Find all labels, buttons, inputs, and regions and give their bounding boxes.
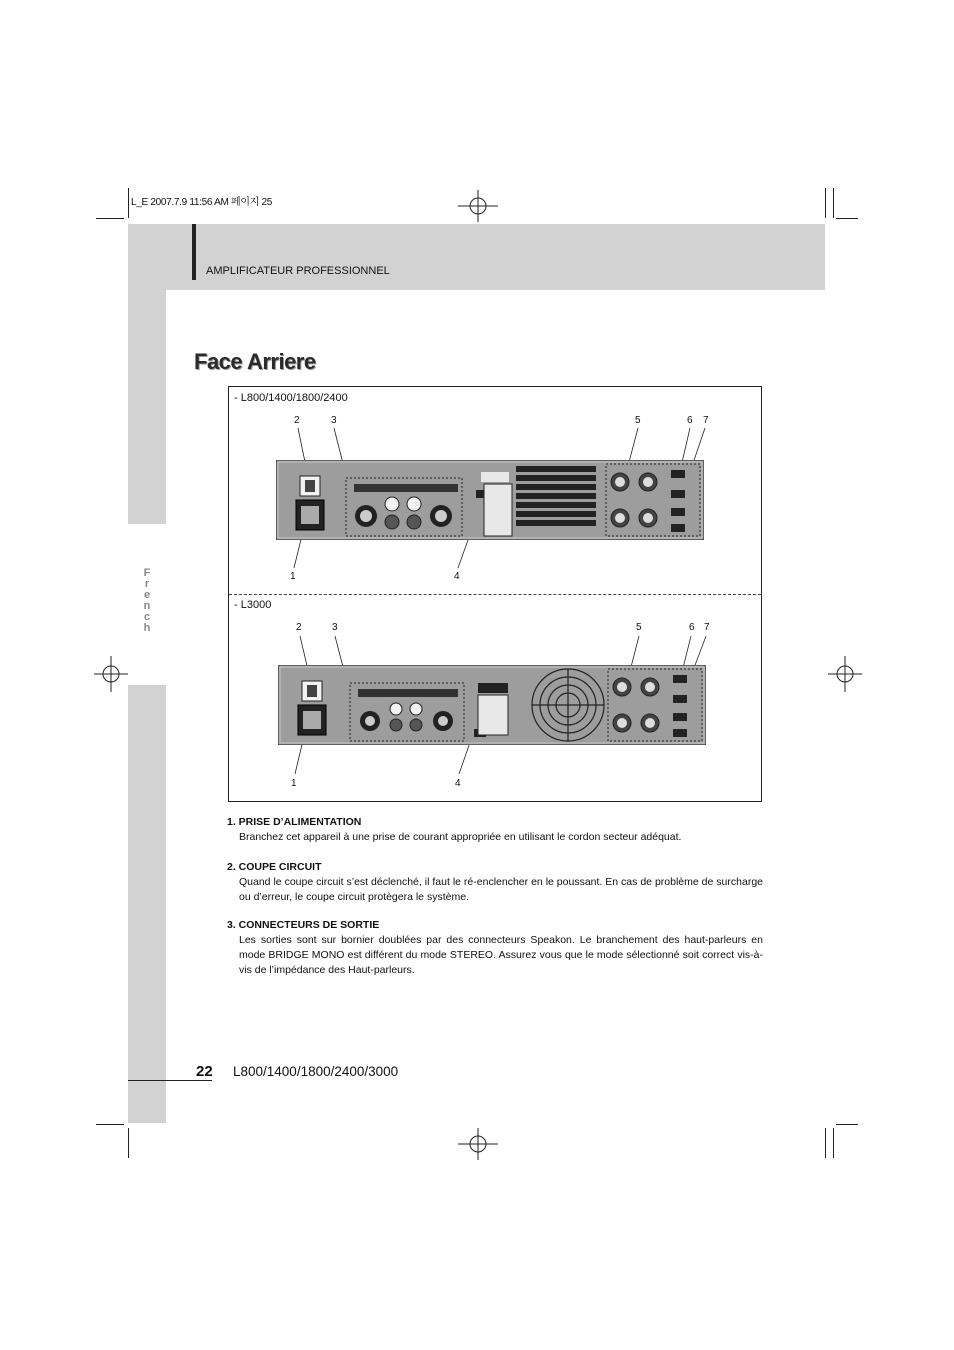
side-language-letter: n — [143, 600, 153, 612]
side-band — [128, 685, 166, 1123]
side-language-letter: h — [143, 622, 153, 634]
page-number: 22 — [196, 1063, 213, 1080]
section-heading: 2. COUPE CIRCUIT — [227, 861, 322, 873]
callout-number: 1 — [290, 571, 296, 582]
side-language-letter: c — [143, 611, 153, 623]
page-title: Face Arriere — [194, 349, 316, 374]
callout-number: 5 — [636, 622, 642, 633]
callout-number: 5 — [635, 415, 641, 426]
callout-number: 7 — [703, 415, 709, 426]
footer-models: L800/1400/1800/2400/3000 — [233, 1064, 399, 1079]
side-language-label — [138, 568, 158, 634]
registration-mark-icon — [458, 190, 498, 222]
callout-number: 7 — [704, 622, 710, 633]
section-heading: 3. CONNECTEURS DE SORTIE — [227, 919, 380, 931]
header-accent-bar — [192, 224, 196, 280]
footer-rule — [128, 1080, 212, 1081]
section-heading: 1. PRISE D’ALIMENTATION — [227, 816, 362, 828]
callout-number: 2 — [296, 622, 302, 633]
callout-number: 3 — [331, 415, 337, 426]
section-body: Les sorties sont sur bornier doublées par des connecteurs Speakon. Le branchement des haut-parleurs en mode BRIDGE MONO est différent du mode STEREO. Assurez vous que le mode sélectionné soit correct vis-à-vis de l’impédance des Haut-parleurs. — [239, 934, 763, 976]
section-body: Branchez cet appareil à une prise de courant appropriée en utilisant le cordon secteur adéquat. — [239, 831, 682, 843]
registration-mark-icon — [828, 656, 862, 692]
side-language-letter: F — [143, 567, 153, 579]
registration-mark-icon — [94, 656, 128, 692]
figure-caption-top: - L800/1400/1800/2400 — [234, 392, 348, 404]
side-band — [128, 224, 166, 524]
header-band — [128, 224, 825, 290]
print-slug: L_E 2007.7.9 11:56 AM 페이지 25 — [131, 197, 273, 208]
running-head: AMPLIFICATEUR PROFESSIONNEL — [206, 265, 390, 277]
callout-number: 1 — [291, 778, 297, 789]
callout-number: 4 — [455, 778, 461, 789]
section-body: Quand le coupe circuit s’est déclenché, il faut le ré-enclencher en le poussant. En cas de problème de surcharge ou d’erreur, le coupe circuit protègera le système. — [239, 876, 763, 903]
callout-number: 3 — [332, 622, 338, 633]
registration-mark-icon — [458, 1128, 498, 1160]
callout-number: 6 — [687, 415, 693, 426]
side-language-letter: r — [144, 578, 152, 590]
callout-number: 4 — [454, 571, 460, 582]
side-language-letter: e — [143, 589, 153, 601]
callout-number: 2 — [294, 415, 300, 426]
callout-number: 6 — [689, 622, 695, 633]
amplifier-rear-panel-diagram — [276, 460, 704, 540]
amplifier-rear-panel-diagram — [278, 665, 706, 745]
figure-caption-bottom: - L3000 — [234, 599, 272, 611]
